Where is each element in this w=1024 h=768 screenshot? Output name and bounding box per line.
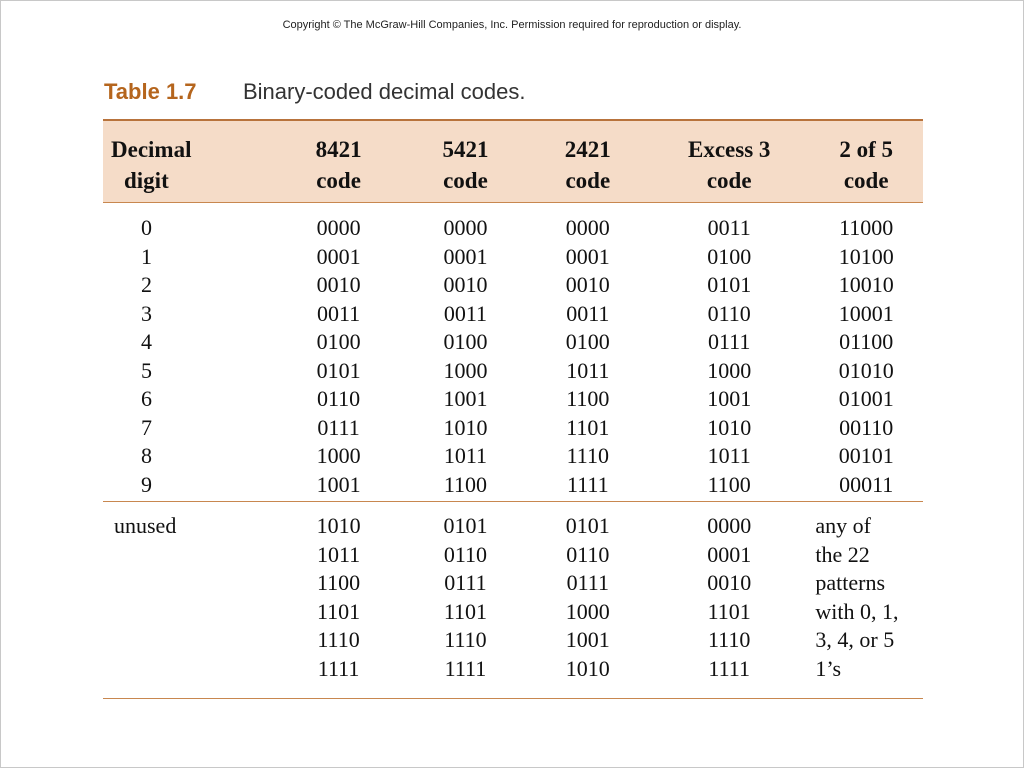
header-line: Decimal	[111, 137, 192, 162]
unused-8421-column	[273, 502, 404, 699]
header-line: 2 of 5	[839, 137, 894, 162]
header-line: Excess 3	[687, 137, 771, 162]
table-title: Binary-coded decimal codes.	[243, 79, 526, 104]
table-cell: 1101	[707, 598, 751, 624]
code-excess3-column	[649, 203, 809, 502]
bcd-table-container	[103, 119, 923, 699]
table-cell: 0110	[566, 541, 610, 567]
table-cell: 1001	[316, 471, 361, 497]
table-cell: any of	[815, 513, 872, 538]
table-cell: 0111	[317, 414, 360, 440]
table-cell: 1000	[316, 443, 361, 468]
table-caption	[104, 79, 525, 105]
table-cell: 0111	[708, 329, 751, 354]
table-cell: 0011	[707, 215, 751, 240]
table-cell: 11000	[839, 215, 894, 240]
table-cell: 1110	[444, 627, 487, 652]
table-cell: 10001	[838, 300, 894, 326]
table-cell: 2	[141, 272, 152, 297]
table-cell: 1001	[565, 627, 610, 652]
header-line: digit	[124, 168, 169, 193]
table-cell: 0100	[316, 329, 361, 354]
table-cell: 01001	[838, 386, 894, 411]
unused-2421-column	[527, 502, 649, 699]
table-cell: 0110	[707, 300, 751, 326]
table-cell: 1111	[317, 655, 360, 681]
unused-label: unused	[114, 513, 177, 538]
table-cell: 1011	[443, 443, 488, 468]
table-cell: 0011	[443, 300, 488, 326]
table-cell: 1111	[567, 471, 609, 497]
table-cell: 0001	[565, 243, 610, 269]
header-line: code	[843, 168, 889, 193]
table-cell: 3	[141, 300, 152, 326]
header-line: code	[565, 168, 611, 193]
header-2421-code	[527, 120, 649, 203]
table-cell: 0110	[443, 541, 488, 567]
table-cell: 1000	[565, 598, 610, 624]
table-cell: 5	[141, 357, 152, 383]
table-cell: 0000	[316, 215, 361, 240]
table-cell: 0111	[566, 570, 609, 595]
table-cell: 0000	[443, 215, 488, 240]
table-cell: 1010	[443, 414, 488, 440]
table-cell: 1011	[707, 443, 751, 468]
table-header-row	[103, 120, 923, 203]
table-cell: 1000	[707, 357, 752, 383]
decimal-digit-column	[103, 203, 273, 502]
table-cell: 1011	[316, 541, 361, 567]
table-cell: 1100	[443, 471, 488, 497]
table-cell: 1	[141, 243, 152, 269]
table-cell: 1100	[707, 471, 751, 497]
table-cell: with 0, 1,	[815, 598, 899, 624]
table-cell: 1001	[443, 386, 488, 411]
table-cell: 1111	[444, 655, 487, 681]
unused-2of5-note	[809, 502, 923, 699]
header-line: code	[706, 168, 752, 193]
unused-codes-row-group	[103, 502, 923, 699]
table-cell: 0011	[566, 300, 610, 326]
bcd-codes-table	[103, 119, 923, 699]
table-cell: 0101	[443, 513, 488, 538]
table-cell: 1110	[317, 627, 360, 652]
table-cell: patterns	[815, 570, 886, 595]
table-cell: 0100	[707, 243, 752, 269]
code-8421-column	[273, 203, 404, 502]
table-cell: 10100	[838, 243, 894, 269]
table-cell: 1000	[443, 357, 488, 383]
table-cell: 1010	[707, 414, 752, 440]
table-cell: 01010	[838, 357, 894, 383]
table-cell: 1010	[565, 655, 610, 681]
table-cell: 1101	[566, 414, 610, 440]
table-cell: 0001	[707, 541, 752, 567]
table-cell: 0010	[565, 272, 610, 297]
table-cell: 1010	[316, 513, 361, 538]
table-cell: 9	[141, 471, 152, 497]
table-cell: 0101	[565, 513, 610, 538]
table-cell: 00110	[839, 414, 894, 440]
table-cell: 0100	[443, 329, 488, 354]
code-2421-column	[527, 203, 649, 502]
table-cell: 0000	[707, 513, 752, 538]
unused-5421-column	[404, 502, 526, 699]
table-cell: 10010	[838, 272, 894, 297]
unused-excess3-column	[649, 502, 809, 699]
table-cell: 1101	[316, 598, 361, 624]
code-5421-column	[404, 203, 526, 502]
header-5421-code	[404, 120, 526, 203]
table-cell: 8	[141, 443, 152, 468]
table-cell: 0001	[316, 243, 361, 269]
table-cell: 1100	[316, 570, 361, 595]
table-cell: 3, 4, or 5	[815, 627, 895, 652]
table-cell: 0101	[316, 357, 361, 383]
header-line: 2421	[564, 137, 611, 162]
table-cell: 0000	[565, 215, 610, 240]
table-cell: 0010	[443, 272, 488, 297]
table-cell: 0111	[444, 570, 487, 595]
table-cell: 1001	[707, 386, 752, 411]
table-cell: 7	[141, 414, 152, 440]
table-cell: 0010	[316, 272, 361, 297]
header-line: code	[443, 168, 488, 193]
header-decimal-digit	[103, 120, 273, 203]
table-cell: the 22	[815, 541, 870, 567]
table-cell: 1111	[708, 655, 750, 681]
header-excess3-code	[649, 120, 809, 203]
header-2of5-code	[809, 120, 923, 203]
table-number: Table 1.7	[104, 79, 197, 104]
table-cell: 0100	[565, 329, 610, 354]
table-cell: 1100	[566, 386, 610, 411]
table-cell: 0010	[707, 570, 752, 595]
table-cell: 1110	[708, 627, 751, 652]
table-cell: 1011	[566, 357, 610, 383]
table-cell: 1’s	[815, 655, 842, 681]
used-codes-row-group	[103, 203, 923, 502]
header-line: 5421	[442, 137, 489, 162]
table-cell: 0	[141, 215, 152, 240]
table-cell: 00101	[838, 443, 894, 468]
table-cell: 0001	[443, 243, 488, 269]
table-cell: 1101	[443, 598, 488, 624]
table-cell: 6	[141, 386, 152, 411]
table-cell: 00011	[839, 471, 894, 497]
header-line: 8421	[315, 137, 362, 162]
table-cell: 01100	[839, 329, 894, 354]
table-cell: 0011	[316, 300, 361, 326]
table-cell: 0101	[707, 272, 752, 297]
table-cell: 4	[141, 329, 152, 354]
code-2of5-column	[809, 203, 923, 502]
header-line: code	[316, 168, 361, 193]
table-cell: 1110	[566, 443, 609, 468]
table-cell: 0110	[316, 386, 361, 411]
header-8421-code	[273, 120, 404, 203]
copyright-notice: Copyright © The McGraw-Hill Companies, Inc. Permission required for reproduction or display.	[282, 19, 742, 31]
